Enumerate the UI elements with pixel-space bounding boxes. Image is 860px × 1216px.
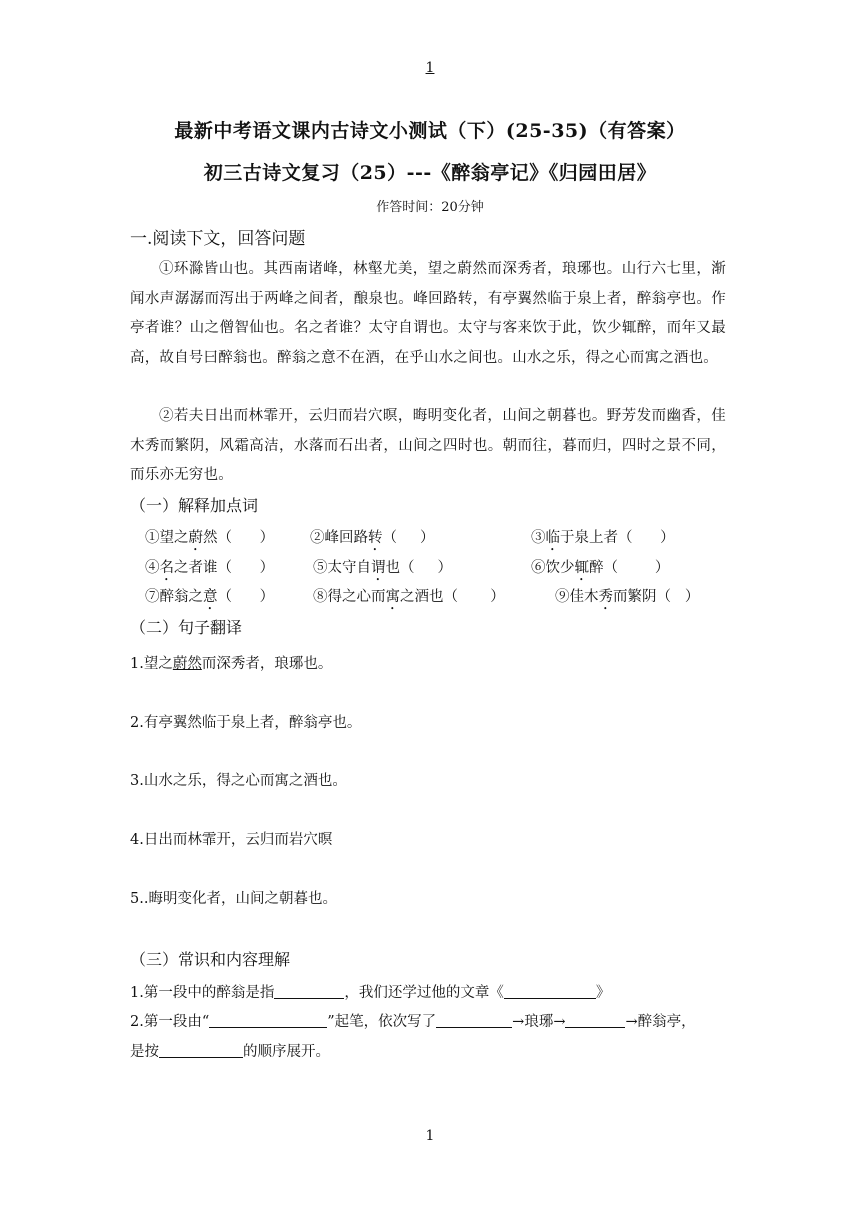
part3-heading: （三）常识和内容理解 — [130, 950, 291, 969]
translation-item: 2.有亭翼然临于泉上者，醉翁亭也。 — [130, 715, 362, 731]
knowledge-question-2-cont: 是按 的顺序展开。 — [130, 1038, 330, 1068]
page-number-bottom: 1 — [425, 1128, 435, 1144]
part2-heading: （二）句子翻译 — [130, 618, 243, 637]
knowledge-question-1: 1.第一段中的醉翁是指 ，我们还学过他的文章《 》 — [130, 979, 610, 1009]
passage-paragraph-2: ②若夫日出而林霏开，云归而岩穴暝，晦明变化者，山间之朝暮也。野芳发而幽香，佳木秀而繁阴，风霜高洁，水落而石出者，山间之四时也。朝而往，暮而归，四时之景不同，而乐亦无穷也。 — [130, 408, 726, 483]
translation-item: 5..晦明变化者，山间之朝暮也。 — [130, 891, 337, 907]
page-number-top: 1 — [425, 60, 435, 76]
knowledge-question-2: 2.第一段由“ ”起笔，依次写了 →琅琊→ →醉翁亭， — [130, 1008, 696, 1038]
vocab-item: ⑥饮少辄醉（ ） — [531, 559, 670, 576]
vocab-item: ⑦醉翁之意（ ） — [145, 589, 275, 605]
answer-blank[interactable] — [274, 982, 344, 999]
answer-blank[interactable] — [159, 1041, 243, 1058]
answer-blank[interactable] — [436, 1011, 512, 1028]
vocab-item: ③临于泉上者（ ） — [531, 530, 675, 546]
vocab-item: ⑤太守自谓也（ ） — [313, 559, 453, 576]
answer-blank[interactable] — [209, 1011, 327, 1028]
vocab-item: ④名之者谁（ ） — [145, 559, 275, 576]
document-subtitle: 初三古诗文复习（25）---《醉翁亭记》《归园田居》 — [203, 162, 657, 184]
vocab-item: ⑧得之心而寓之酒也（ ） — [313, 589, 505, 605]
document-title: 最新中考语文课内古诗文小测试（下）(25-35)（有答案） — [174, 120, 686, 142]
answer-blank[interactable] — [565, 1011, 625, 1028]
translation-item: 1.望之蔚然而深秀者，琅琊也。 — [130, 656, 333, 672]
translation-item: 4.日出而林霏开，云归而岩穴暝 — [130, 832, 333, 848]
time-note: 作答时间：20分钟 — [376, 200, 484, 215]
vocab-item: ⑨佳木秀而繁阴（ ） — [555, 589, 700, 605]
section-heading: 一.阅读下文，回答问题 — [130, 229, 306, 249]
part1-heading: （一）解释加点词 — [130, 496, 259, 515]
vocab-item: ②峰回路转（ ） — [310, 530, 435, 546]
answer-blank[interactable] — [504, 982, 596, 999]
passage-paragraph-1: ①环滁皆山也。其西南诸峰，林壑尤美，望之蔚然而深秀者，琅琊也。山行六七里，渐闻水声潺潺而泻出于两峰之间者，酿泉也。峰回路转，有亭翼然临于泉上者，醉翁亭也。作亭者谁？山之僧智仙也。名之者谁？太守自谓也。太守与客来饮于此，饮少辄醉，而年又最高，故自号曰醉翁也。醉翁之意不在酒，在乎山水之间也。山水之乐，得之心而寓之酒也。 — [130, 261, 726, 366]
vocab-item: ①望之蔚然（ ） — [145, 530, 275, 546]
translation-item: 3.山水之乐，得之心而寓之酒也。 — [130, 773, 347, 789]
